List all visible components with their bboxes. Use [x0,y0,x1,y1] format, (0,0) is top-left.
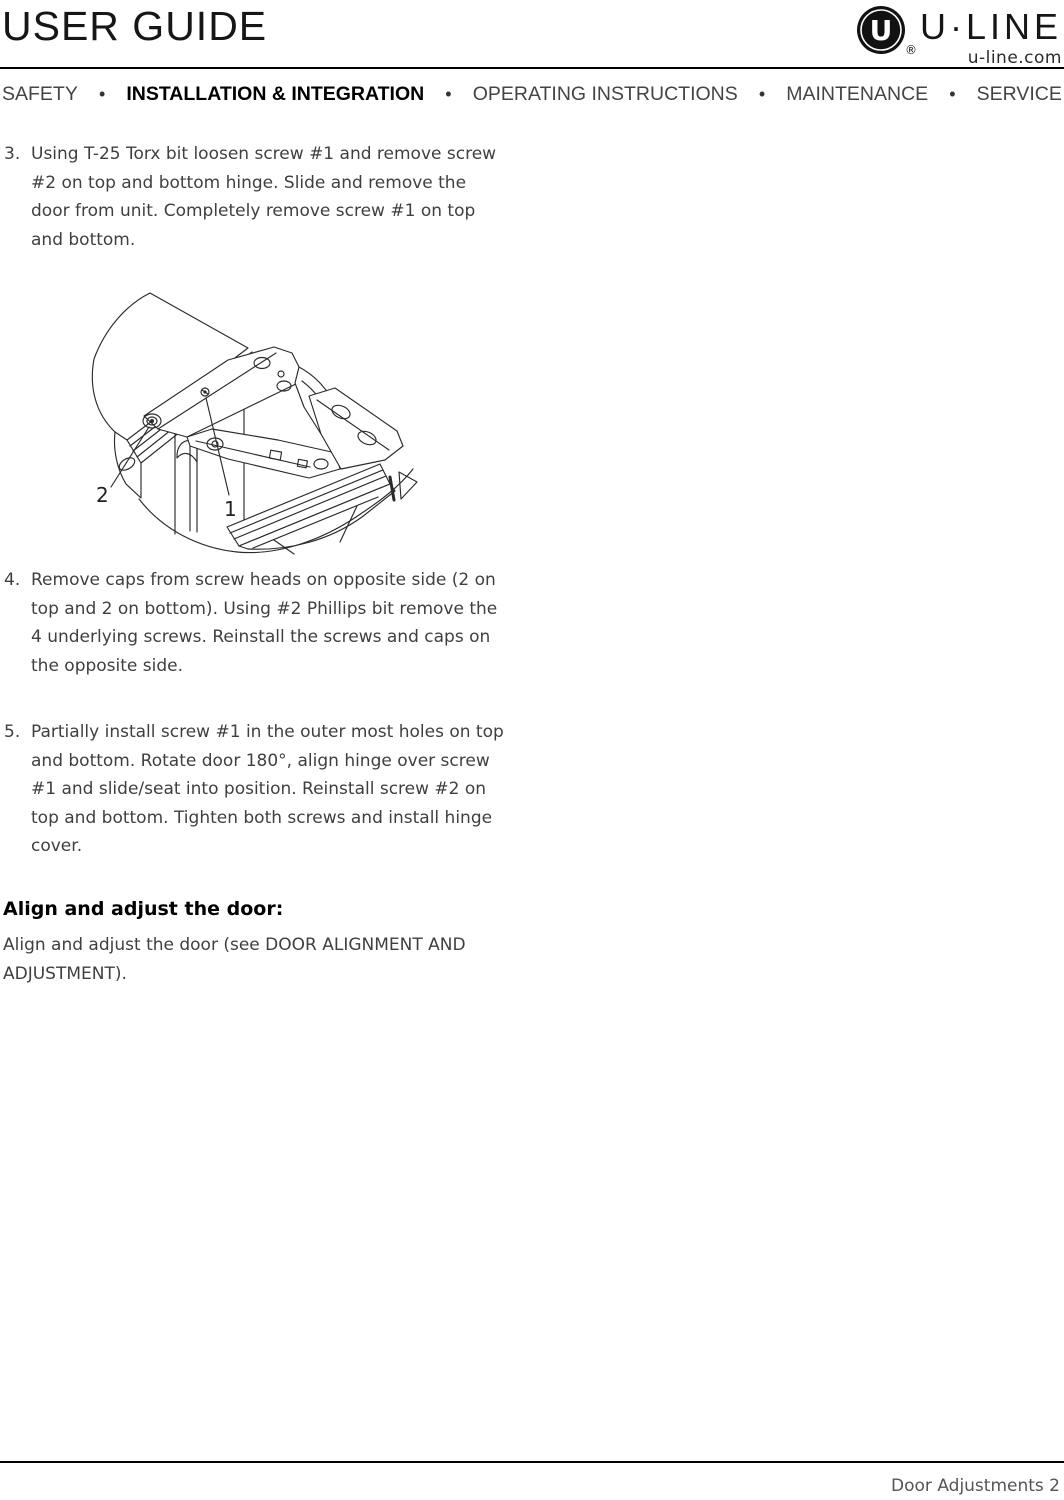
nav-item-maintenance: MAINTENANCE [786,83,929,105]
step-4-line: top and 2 on bottom). Using #2 Phillips bit remove the [31,598,498,619]
nav-item-operating-instructions: OPERATING INSTRUCTIONS [472,83,738,105]
align-section-heading: Align and adjust the door: [3,898,284,920]
nav-item-service: SERVICE [976,83,1062,105]
hinge-diagram-drawing [78,288,418,560]
footer-page-label: Door Adjustments 2 [891,1476,1060,1496]
step-4-number: 4. [4,570,21,590]
step-3-number: 3. [4,144,21,164]
step-3-text [31,140,514,254]
registered-mark: ® [904,43,917,57]
hinge-diagram [78,288,418,560]
nav-separator-icon: • [98,84,106,104]
page-title: USER GUIDE [2,3,268,49]
step-4-line: 4 underlying screws. Reinstall the screws and caps on [31,627,491,647]
step-3-line: #2 on top and bottom hinge. Slide and remove the [31,172,467,193]
nav-separator-icon: • [949,84,956,104]
step-5-text [31,718,514,861]
step-5-line: Partially install screw #1 in the outer most holes on top [31,722,504,742]
section-nav [2,83,1062,106]
step-5-line: #1 and slide/seat into position. Reinstall screw #2 on [31,779,487,799]
header-rule [0,67,1064,69]
step-3-line: door from unit. Completely remove screw #1 on top [31,201,476,221]
nav-item-safety: SAFETY [2,83,78,105]
door-panel [227,464,417,554]
uline-wordmark: U·LINE [919,6,1062,47]
footer-rule [0,1461,1064,1463]
step-4-line: the opposite side. [31,655,184,676]
align-section-line: ADJUSTMENT). [3,963,127,984]
badge-letter: U [869,14,893,47]
uline-logo-badge [856,3,917,63]
nav-item-installation-integration: INSTALLATION & INTEGRATION [126,83,425,105]
figure-label-1: 1 [224,497,237,521]
step-3-line: Using T-25 Torx bit loosen screw #1 and remove screw [31,144,497,164]
align-section-line: Align and adjust the door (see DOOR ALIGNMENT AND [3,935,466,955]
step-5 [4,718,514,861]
align-section-body [3,931,513,988]
nav-separator-icon: • [758,84,766,104]
step-3-line: and bottom. [31,229,136,250]
step-5-line: top and bottom. Tighten both screws and install hinge [31,807,493,828]
figure-label-2: 2 [96,483,109,507]
uline-badge-icon [856,3,908,63]
step-4-line: Remove caps from screw heads on opposite side (2 on [31,570,496,590]
step-4-text [31,566,514,680]
uline-website: u-line.com [967,48,1062,68]
nav-separator-icon: • [445,84,452,104]
step-5-line: cover. [31,836,83,856]
step-3 [4,140,514,254]
step-4 [4,566,514,680]
step-5-number: 5. [4,722,21,742]
uline-logo [856,3,1062,68]
uline-wordmark-block [920,3,1062,68]
step-5-line: and bottom. Rotate door 180°, align hinge over screw [31,750,490,771]
